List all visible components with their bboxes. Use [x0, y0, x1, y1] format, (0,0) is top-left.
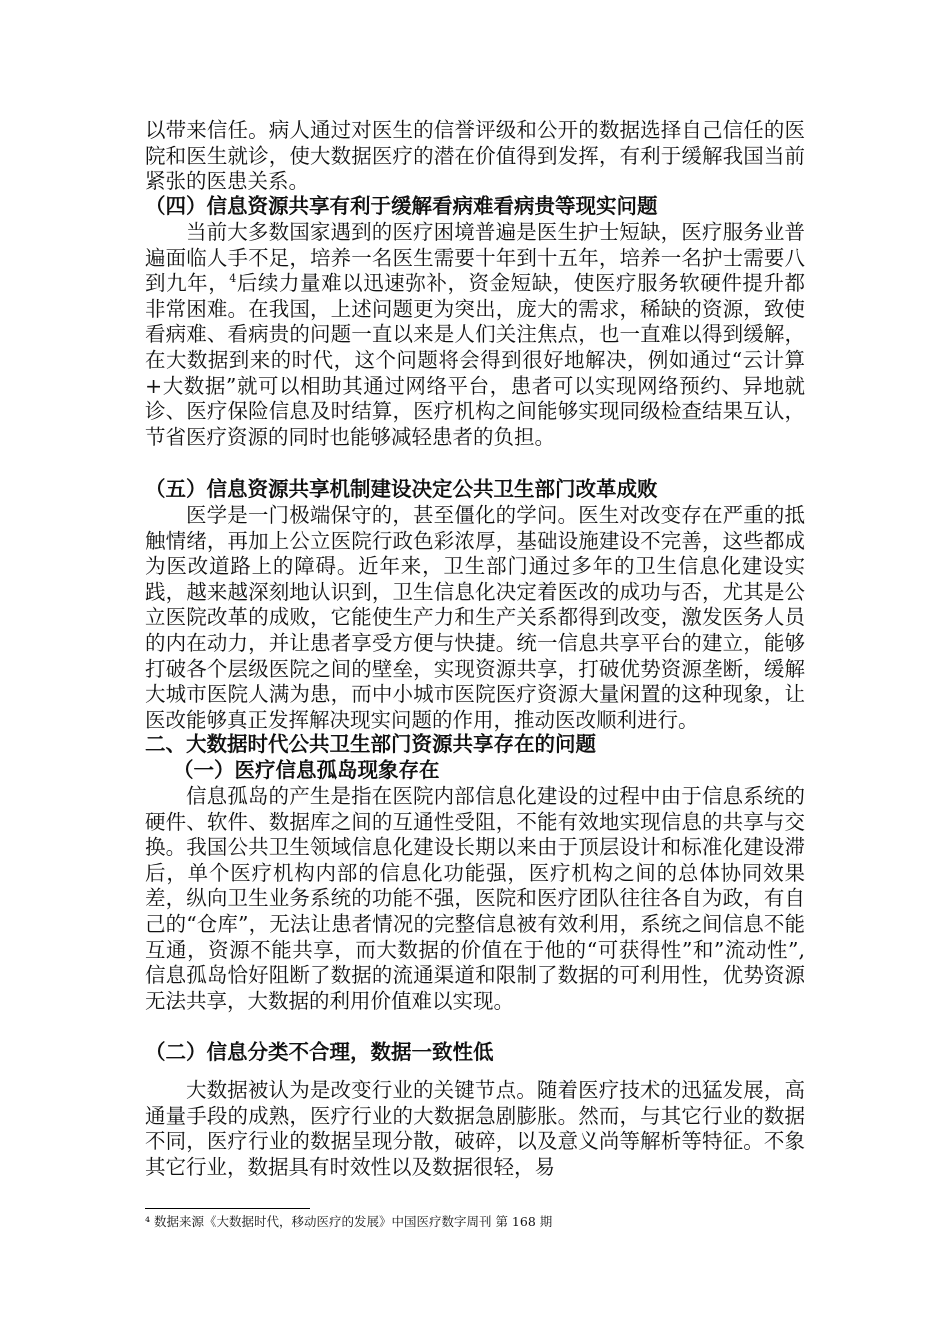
- paragraph-text: 以带来信任。病人通过对医生的信誉评级和公开的数据选择自己信任的医院和医生就诊，使大数据医疗的潜在价值得到发挥，有利于缓解我国当前紧张的医患关系。: [145, 118, 805, 194]
- paragraph-text: 大数据被认为是改变行业的关键节点。随着医疗技术的迅猛发展，高通量手段的成熟，医疗行业的大数据急剧膨胀。然而，与其它行业的数据不同，医疗行业的数据呈现分散，破碎，以及意义尚等解析等特征。不象其它行业，数据具有时效性以及数据很轻，易: [145, 1078, 805, 1179]
- footnote: ⁴ 数据来源《大数据时代，移动医疗的发展》中国医疗数字周刊 第 168 期: [145, 1214, 553, 1229]
- heading-section-4: [145, 194, 805, 220]
- footnote-separator: [145, 1208, 310, 1209]
- paragraph-text: 医学是一门极端保守的，甚至僵化的学问。医生对改变存在严重的抵触情绪，再加上公立医院行政色彩浓厚，基础设施建设不完善，这些都成为医改道路上的障碍。近年来，卫生部门通过多年的卫生信息化建设实践，越来越深刻地认识到，卫生信息化决定着医改的成功与否，尤其是公立医院改革的成败，它能使生产力和生产关系都得到改变，激发医务人员的内在动力，并让患者享受方便与快捷。统一信息共享平台的建立，能够打破各个层级医院之间的壁垒，实现资源共享，打破优势资源垄断，缓解大城市医院人满为患，而中小城市医院医疗资源大量闲置的这种现象，让医改能够真正发挥解决现实问题的作用，推动医改顺利进行。: [145, 503, 805, 732]
- paragraph-section-4: [145, 220, 805, 450]
- paragraph-subsection-1: [145, 784, 805, 1014]
- heading-text: （二）信息分类不合理，数据一致性低: [145, 1040, 494, 1064]
- heading-chapter-2: [145, 732, 805, 758]
- heading-text: （一）医疗信息孤岛现象存在: [173, 758, 440, 782]
- heading-text: （五）信息资源共享机制建设决定公共卫生部门改革成败: [145, 477, 658, 501]
- paragraph-section-5: [145, 503, 805, 733]
- heading-text: 二、大数据时代公共卫生部门资源共享存在的问题: [145, 732, 596, 756]
- paragraph-subsection-2: [145, 1078, 805, 1180]
- heading-text: （四）信息资源共享有利于缓解看病难看病贵等现实问题: [145, 194, 658, 218]
- footnote-reference[interactable]: 4: [229, 272, 237, 286]
- paragraph-part-b: 后续力量难以迅速弥补，资金短缺，使医疗服务软硬件提升都非常困难。在我国，上述问题更为突出，庞大的需求，稀缺的资源，致使看病难、看病贵的问题一直以来是人们关注焦点，也一直难以得到缓解，在大数据到来的时代，这个问题将会得到很好地解决，例如通过“云计算+大数据”就可以相助其通过网络平台，患者可以实现网络预约、异地就诊、医疗保险信息及时结算，医疗机构之间能够实现同级检查结果互认，节省医疗资源的同时也能够减轻患者的负担。: [145, 271, 806, 449]
- paragraph-text: 信息孤岛的产生是指在医院内部信息化建设的过程中由于信息系统的硬件、软件、数据库之间的互通性受阻，不能有效地实现信息的共享与交换。我国公共卫生领域信息化建设长期以来由于顶层设计和标准化建设滞后，单个医疗机构内部的信息化功能强，医疗机构之间的总体协同效果差，纵向卫生业务系统的功能不强，医院和医疗团队往往各自为政，有自己的“仓库”，无法让患者情况的完整信息被有效利用，系统之间信息不能互通，资源不能共享，而大数据的价值在于他的“可获得性”和”流动性”,信息孤岛恰好阻断了数据的流通渠道和限制了数据的可利用性，优势资源无法共享，大数据的利用价值难以实现。: [145, 784, 805, 1013]
- paragraph-text: [145, 220, 805, 450]
- paragraph-intro: [145, 118, 805, 195]
- paragraph-part-a: 当前大多数国家遇到的医疗困境普遍是医生护士短缺，医疗服务业普遍面临人手不足，培养一名医生需要十年到十五年，培养一名护士需要八到九年，: [145, 220, 805, 296]
- heading-section-5: [145, 477, 805, 503]
- heading-subsection-2: [145, 1040, 805, 1066]
- heading-subsection-1: [173, 758, 833, 784]
